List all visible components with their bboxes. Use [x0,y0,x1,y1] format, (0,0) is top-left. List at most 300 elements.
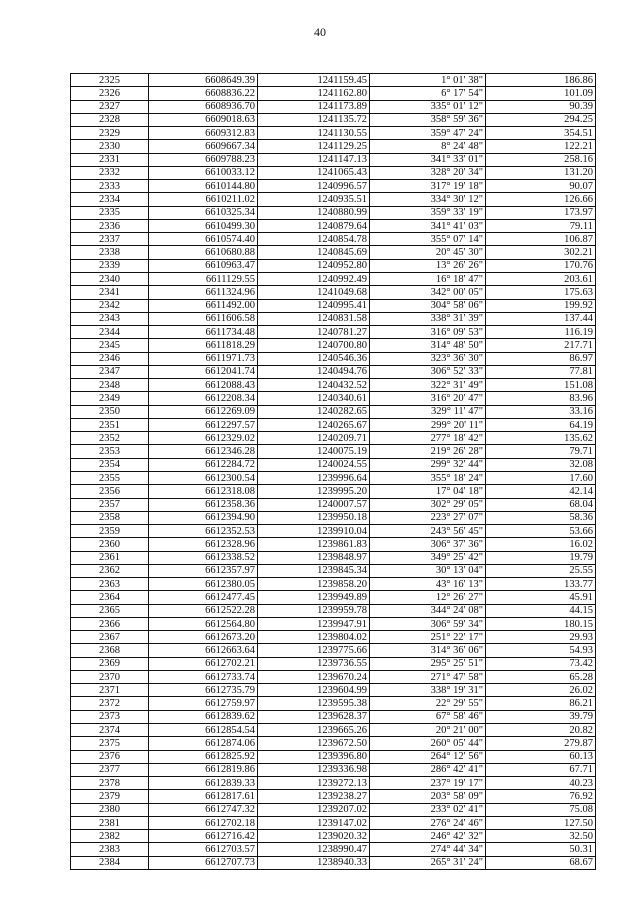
point-number-cell: 2337 [71,233,149,246]
point-number-cell: 2376 [71,750,149,763]
bearing-cell: 264° 12' 56" [370,750,486,763]
y-coordinate-cell: 1239595.38 [258,697,370,710]
distance-cell: 54.93 [486,644,596,657]
bearing-cell: 265° 31' 24" [370,856,486,869]
y-coordinate-cell: 1240024.55 [258,458,370,471]
point-number-cell: 2335 [71,206,149,219]
bearing-cell: 22° 29' 55" [370,697,486,710]
bearing-cell: 341° 33' 01" [370,153,486,166]
y-coordinate-cell: 1240996.57 [258,180,370,193]
table-row [71,498,596,511]
table-row [71,193,596,206]
bearing-cell: 306° 52' 33" [370,365,486,378]
point-number-cell: 2369 [71,657,149,670]
table-row [71,578,596,591]
point-number-cell: 2383 [71,843,149,856]
point-number-cell: 2382 [71,830,149,843]
x-coordinate-cell: 6612733.74 [149,670,258,683]
x-coordinate-cell: 6612318.08 [149,485,258,498]
distance-cell: 137.44 [486,312,596,325]
y-coordinate-cell: 1240546.36 [258,352,370,365]
y-coordinate-cell: 1239672.50 [258,737,370,750]
x-coordinate-cell: 6610499.30 [149,219,258,232]
bearing-cell: 12° 26' 27" [370,591,486,604]
point-number-cell: 2367 [71,631,149,644]
y-coordinate-cell: 1241173.89 [258,100,370,113]
table-row [71,365,596,378]
distance-cell: 199.92 [486,299,596,312]
point-number-cell: 2372 [71,697,149,710]
table-row [71,737,596,750]
x-coordinate-cell: 6612673.20 [149,631,258,644]
bearing-cell: 329° 11' 47" [370,405,486,418]
bearing-cell: 355° 07' 14" [370,233,486,246]
y-coordinate-cell: 1239950.18 [258,511,370,524]
table-row [71,458,596,471]
point-number-cell: 2351 [71,418,149,431]
y-coordinate-cell: 1239910.04 [258,525,370,538]
point-number-cell: 2341 [71,286,149,299]
point-number-cell: 2381 [71,816,149,829]
y-coordinate-cell: 1238990.47 [258,843,370,856]
point-number-cell: 2325 [71,74,149,87]
distance-cell: 76.92 [486,790,596,803]
bearing-cell: 274° 44' 34" [370,843,486,856]
table-row [71,286,596,299]
y-coordinate-cell: 1239804.02 [258,631,370,644]
y-coordinate-cell: 1241147.13 [258,153,370,166]
x-coordinate-cell: 6609312.83 [149,127,258,140]
table-row [71,140,596,153]
distance-cell: 40.23 [486,777,596,790]
point-number-cell: 2333 [71,180,149,193]
point-number-cell: 2354 [71,458,149,471]
table-row [71,418,596,431]
table-row [71,604,596,617]
bearing-cell: 16° 18' 47" [370,272,486,285]
table-row [71,405,596,418]
bearing-cell: 316° 20' 47" [370,392,486,405]
bearing-cell: 355° 18' 24" [370,471,486,484]
y-coordinate-cell: 1239272.13 [258,777,370,790]
distance-cell: 73.42 [486,657,596,670]
x-coordinate-cell: 6609667.34 [149,140,258,153]
distance-cell: 32.08 [486,458,596,471]
x-coordinate-cell: 6612088.43 [149,379,258,392]
distance-cell: 50.31 [486,843,596,856]
point-number-cell: 2344 [71,326,149,339]
distance-cell: 79.71 [486,445,596,458]
distance-cell: 25.55 [486,564,596,577]
y-coordinate-cell: 1241162.80 [258,87,370,100]
y-coordinate-cell: 1240935.51 [258,193,370,206]
y-coordinate-cell: 1241065.43 [258,166,370,179]
table-row [71,538,596,551]
distance-cell: 45.91 [486,591,596,604]
distance-cell: 79.11 [486,219,596,232]
bearing-cell: 359° 47' 24" [370,127,486,140]
table-row [71,299,596,312]
y-coordinate-cell: 1239995.20 [258,485,370,498]
y-coordinate-cell: 1238940.33 [258,856,370,869]
y-coordinate-cell: 1239959.78 [258,604,370,617]
distance-cell: 33.16 [486,405,596,418]
bearing-cell: 286° 42' 41" [370,763,486,776]
table-row [71,790,596,803]
distance-cell: 58.36 [486,511,596,524]
table-row [71,710,596,723]
bearing-cell: 302° 29' 05" [370,498,486,511]
point-number-cell: 2358 [71,511,149,524]
distance-cell: 175.63 [486,286,596,299]
point-number-cell: 2342 [71,299,149,312]
table-row [71,564,596,577]
x-coordinate-cell: 6612352.53 [149,525,258,538]
table-row [71,670,596,683]
distance-cell: 180.15 [486,617,596,630]
point-number-cell: 2375 [71,737,149,750]
bearing-cell: 243° 56' 45" [370,525,486,538]
y-coordinate-cell: 1240992.49 [258,272,370,285]
bearing-cell: 295° 25' 51" [370,657,486,670]
distance-cell: 68.67 [486,856,596,869]
point-number-cell: 2339 [71,259,149,272]
bearing-cell: 304° 58' 06" [370,299,486,312]
distance-cell: 203.61 [486,272,596,285]
x-coordinate-cell: 6610574.40 [149,233,258,246]
x-coordinate-cell: 6609788.23 [149,153,258,166]
table-row [71,206,596,219]
table-row [71,511,596,524]
bearing-cell: 306° 37' 36" [370,538,486,551]
distance-cell: 75.08 [486,803,596,816]
x-coordinate-cell: 6612874.06 [149,737,258,750]
distance-cell: 32.50 [486,830,596,843]
y-coordinate-cell: 1240854.78 [258,233,370,246]
table-row [71,777,596,790]
page-number: 40 [314,25,326,39]
x-coordinate-cell: 6611129.55 [149,272,258,285]
distance-cell: 17.60 [486,471,596,484]
x-coordinate-cell: 6608836.22 [149,87,258,100]
point-number-cell: 2352 [71,432,149,445]
y-coordinate-cell: 1239336.98 [258,763,370,776]
x-coordinate-cell: 6612328.96 [149,538,258,551]
table-row [71,856,596,869]
bearing-cell: 203° 58' 09" [370,790,486,803]
point-number-cell: 2379 [71,790,149,803]
table-row [71,697,596,710]
bearing-cell: 316° 09' 53" [370,326,486,339]
bearing-cell: 338° 19' 31" [370,684,486,697]
distance-cell: 20.82 [486,724,596,737]
y-coordinate-cell: 1240282.65 [258,405,370,418]
table-row [71,525,596,538]
x-coordinate-cell: 6612380.05 [149,578,258,591]
table-row [71,352,596,365]
table-row [71,657,596,670]
x-coordinate-cell: 6610211.02 [149,193,258,206]
bearing-cell: 359° 33' 19" [370,206,486,219]
x-coordinate-cell: 6611971.73 [149,352,258,365]
y-coordinate-cell: 1240340.61 [258,392,370,405]
distance-cell: 258.16 [486,153,596,166]
distance-cell: 354.51 [486,127,596,140]
table-row [71,166,596,179]
coordinates-table [70,73,596,870]
y-coordinate-cell: 1239996.64 [258,471,370,484]
x-coordinate-cell: 6611324.96 [149,286,258,299]
table-row [71,113,596,126]
distance-cell: 68.04 [486,498,596,511]
y-coordinate-cell: 1239858.20 [258,578,370,591]
distance-cell: 151.08 [486,379,596,392]
x-coordinate-cell: 6611734.48 [149,326,258,339]
bearing-cell: 317° 19' 18" [370,180,486,193]
point-number-cell: 2384 [71,856,149,869]
y-coordinate-cell: 1239665.26 [258,724,370,737]
table-row [71,326,596,339]
table-row [71,763,596,776]
bearing-cell: 314° 48' 50" [370,339,486,352]
x-coordinate-cell: 6612522.28 [149,604,258,617]
distance-cell: 86.21 [486,697,596,710]
point-number-cell: 2326 [71,87,149,100]
y-coordinate-cell: 1240494.76 [258,365,370,378]
distance-cell: 83.96 [486,392,596,405]
x-coordinate-cell: 6612825.92 [149,750,258,763]
bearing-cell: 338° 31' 39" [370,312,486,325]
x-coordinate-cell: 6612394.90 [149,511,258,524]
y-coordinate-cell: 1240432.52 [258,379,370,392]
bearing-cell: 237° 19' 17" [370,777,486,790]
distance-cell: 133.77 [486,578,596,591]
distance-cell: 122.21 [486,140,596,153]
distance-cell: 101.09 [486,87,596,100]
table-row [71,379,596,392]
distance-cell: 65.28 [486,670,596,683]
y-coordinate-cell: 1240700.80 [258,339,370,352]
point-number-cell: 2355 [71,471,149,484]
table-row [71,219,596,232]
distance-cell: 170.76 [486,259,596,272]
distance-cell: 53.66 [486,525,596,538]
table-row [71,180,596,193]
y-coordinate-cell: 1239238.27 [258,790,370,803]
coordinates-table-body [71,74,596,870]
table-row [71,233,596,246]
bearing-cell: 260° 05' 44" [370,737,486,750]
table-row [71,246,596,259]
distance-cell: 294.25 [486,113,596,126]
distance-cell: 135.62 [486,432,596,445]
point-number-cell: 2350 [71,405,149,418]
distance-cell: 106.87 [486,233,596,246]
table-row [71,617,596,630]
bearing-cell: 6° 17' 54" [370,87,486,100]
distance-cell: 131.20 [486,166,596,179]
table-row [71,87,596,100]
y-coordinate-cell: 1240831.58 [258,312,370,325]
point-number-cell: 2340 [71,272,149,285]
x-coordinate-cell: 6612564.80 [149,617,258,630]
point-number-cell: 2378 [71,777,149,790]
x-coordinate-cell: 6612819.86 [149,763,258,776]
distance-cell: 42.14 [486,485,596,498]
y-coordinate-cell: 1241159.45 [258,74,370,87]
x-coordinate-cell: 6612346.28 [149,445,258,458]
x-coordinate-cell: 6610680.88 [149,246,258,259]
distance-cell: 29.93 [486,631,596,644]
y-coordinate-cell: 1240075.19 [258,445,370,458]
table-row [71,312,596,325]
distance-cell: 77.81 [486,365,596,378]
table-row [71,684,596,697]
distance-cell: 26.02 [486,684,596,697]
table-row [71,843,596,856]
point-number-cell: 2332 [71,166,149,179]
table-row [71,830,596,843]
y-coordinate-cell: 1240265.67 [258,418,370,431]
x-coordinate-cell: 6612477.45 [149,591,258,604]
point-number-cell: 2328 [71,113,149,126]
table-row [71,803,596,816]
table-row [71,272,596,285]
bearing-cell: 233° 02' 41" [370,803,486,816]
y-coordinate-cell: 1239628.37 [258,710,370,723]
point-number-cell: 2364 [71,591,149,604]
x-coordinate-cell: 6612716.42 [149,830,258,843]
point-number-cell: 2366 [71,617,149,630]
distance-cell: 60.13 [486,750,596,763]
table-row [71,339,596,352]
table-row [71,392,596,405]
bearing-cell: 277° 18' 42" [370,432,486,445]
y-coordinate-cell: 1240845.69 [258,246,370,259]
bearing-cell: 43° 16' 13" [370,578,486,591]
distance-cell: 186.86 [486,74,596,87]
bearing-cell: 67° 58' 46" [370,710,486,723]
point-number-cell: 2365 [71,604,149,617]
y-coordinate-cell: 1239207.02 [258,803,370,816]
x-coordinate-cell: 6612284.72 [149,458,258,471]
point-number-cell: 2368 [71,644,149,657]
distance-cell: 16.02 [486,538,596,551]
y-coordinate-cell: 1239947.91 [258,617,370,630]
bearing-cell: 271° 47' 58" [370,670,486,683]
distance-cell: 64.19 [486,418,596,431]
point-number-cell: 2371 [71,684,149,697]
y-coordinate-cell: 1240879.64 [258,219,370,232]
y-coordinate-cell: 1239604.99 [258,684,370,697]
point-number-cell: 2345 [71,339,149,352]
x-coordinate-cell: 6612703.57 [149,843,258,856]
y-coordinate-cell: 1239845.34 [258,564,370,577]
x-coordinate-cell: 6608649.39 [149,74,258,87]
point-number-cell: 2346 [71,352,149,365]
y-coordinate-cell: 1239848.97 [258,551,370,564]
point-number-cell: 2356 [71,485,149,498]
y-coordinate-cell: 1240995.41 [258,299,370,312]
point-number-cell: 2349 [71,392,149,405]
bearing-cell: 314° 36' 06" [370,644,486,657]
distance-cell: 67.71 [486,763,596,776]
x-coordinate-cell: 6611606.58 [149,312,258,325]
y-coordinate-cell: 1240781.27 [258,326,370,339]
y-coordinate-cell: 1241129.25 [258,140,370,153]
x-coordinate-cell: 6612702.18 [149,816,258,829]
x-coordinate-cell: 6608936.70 [149,100,258,113]
table-row [71,551,596,564]
bearing-cell: 276° 24' 46" [370,816,486,829]
table-row [71,816,596,829]
table-row [71,445,596,458]
distance-cell: 173.97 [486,206,596,219]
x-coordinate-cell: 6612297.57 [149,418,258,431]
point-number-cell: 2338 [71,246,149,259]
x-coordinate-cell: 6610325.34 [149,206,258,219]
y-coordinate-cell: 1240952.80 [258,259,370,272]
table-row [71,127,596,140]
point-number-cell: 2359 [71,525,149,538]
distance-cell: 90.07 [486,180,596,193]
bearing-cell: 219° 26' 28" [370,445,486,458]
table-row [71,724,596,737]
x-coordinate-cell: 6612702.21 [149,657,258,670]
x-coordinate-cell: 6612839.33 [149,777,258,790]
y-coordinate-cell: 1240880.99 [258,206,370,219]
table-row [71,259,596,272]
distance-cell: 86.97 [486,352,596,365]
distance-cell: 279.87 [486,737,596,750]
y-coordinate-cell: 1239736.55 [258,657,370,670]
x-coordinate-cell: 6612663.64 [149,644,258,657]
bearing-cell: 322° 31' 49" [370,379,486,392]
table-row [71,471,596,484]
point-number-cell: 2380 [71,803,149,816]
table-row [71,432,596,445]
point-number-cell: 2330 [71,140,149,153]
distance-cell: 217.71 [486,339,596,352]
bearing-cell: 335° 01' 12" [370,100,486,113]
y-coordinate-cell: 1239020.32 [258,830,370,843]
bearing-cell: 342° 00' 05" [370,286,486,299]
x-coordinate-cell: 6612839.62 [149,710,258,723]
table-row [71,100,596,113]
point-number-cell: 2377 [71,763,149,776]
y-coordinate-cell: 1240209.71 [258,432,370,445]
bearing-cell: 344° 24' 08" [370,604,486,617]
bearing-cell: 246° 42' 32" [370,830,486,843]
bearing-cell: 328° 20' 34" [370,166,486,179]
x-coordinate-cell: 6612041.74 [149,365,258,378]
bearing-cell: 30° 13' 04" [370,564,486,577]
x-coordinate-cell: 6612329.02 [149,432,258,445]
bearing-cell: 8° 24' 48" [370,140,486,153]
bearing-cell: 323° 36' 30" [370,352,486,365]
y-coordinate-cell: 1239147.02 [258,816,370,829]
y-coordinate-cell: 1239861.83 [258,538,370,551]
x-coordinate-cell: 6612707.73 [149,856,258,869]
table-row [71,485,596,498]
point-number-cell: 2331 [71,153,149,166]
distance-cell: 127.50 [486,816,596,829]
y-coordinate-cell: 1239396.80 [258,750,370,763]
point-number-cell: 2336 [71,219,149,232]
bearing-cell: 306° 59' 34" [370,617,486,630]
point-number-cell: 2363 [71,578,149,591]
x-coordinate-cell: 6612735.79 [149,684,258,697]
